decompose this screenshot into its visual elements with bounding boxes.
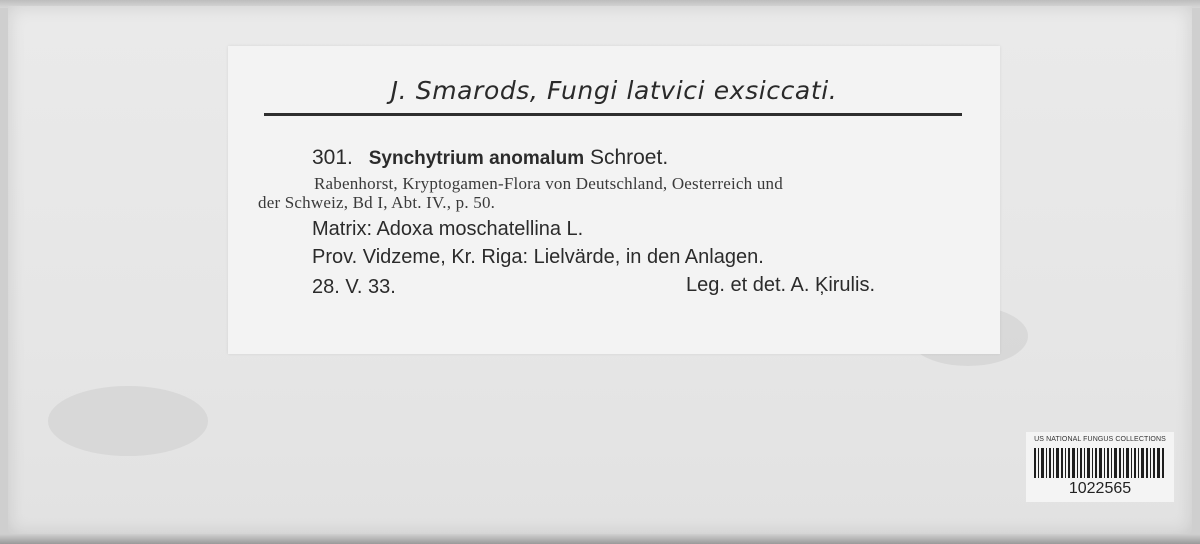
- label-header: J. Smarods, Fungi latvici exsiccati.: [390, 76, 838, 105]
- specimen-label: [228, 46, 1000, 354]
- collector-line: Leg. et det. A. Ķirulis.: [686, 274, 875, 296]
- specimen-title-line: [312, 146, 668, 170]
- specimen-number: 301.: [312, 146, 353, 169]
- locality-line: Prov. Vidzeme, Kr. Riga: Lielvärde, in den Anlagen.: [312, 246, 764, 268]
- collection-date: 28. V. 33.: [312, 276, 396, 298]
- matrix-line: Matrix: Adoxa moschatellina L.: [312, 218, 584, 240]
- header-rule: [264, 113, 962, 116]
- barcode-label: [1026, 432, 1174, 502]
- barcode-title: US NATIONAL FUNGUS COLLECTIONS: [1034, 436, 1166, 443]
- sheet-bottom-edge: [0, 534, 1200, 544]
- catalog-number: 1022565: [1068, 480, 1132, 497]
- paper-stain: [48, 386, 208, 456]
- reference-line-1: Rabenhorst, Kryptogamen-Flora von Deutschland, Oesterreich und: [314, 174, 783, 193]
- species-author: Schroet.: [589, 146, 669, 169]
- barcode-icon: [1034, 448, 1166, 478]
- species-name: Synchytrium anomalum: [368, 148, 585, 169]
- reference-line-2: der Schweiz, Bd I, Abt. IV., p. 50.: [258, 193, 496, 212]
